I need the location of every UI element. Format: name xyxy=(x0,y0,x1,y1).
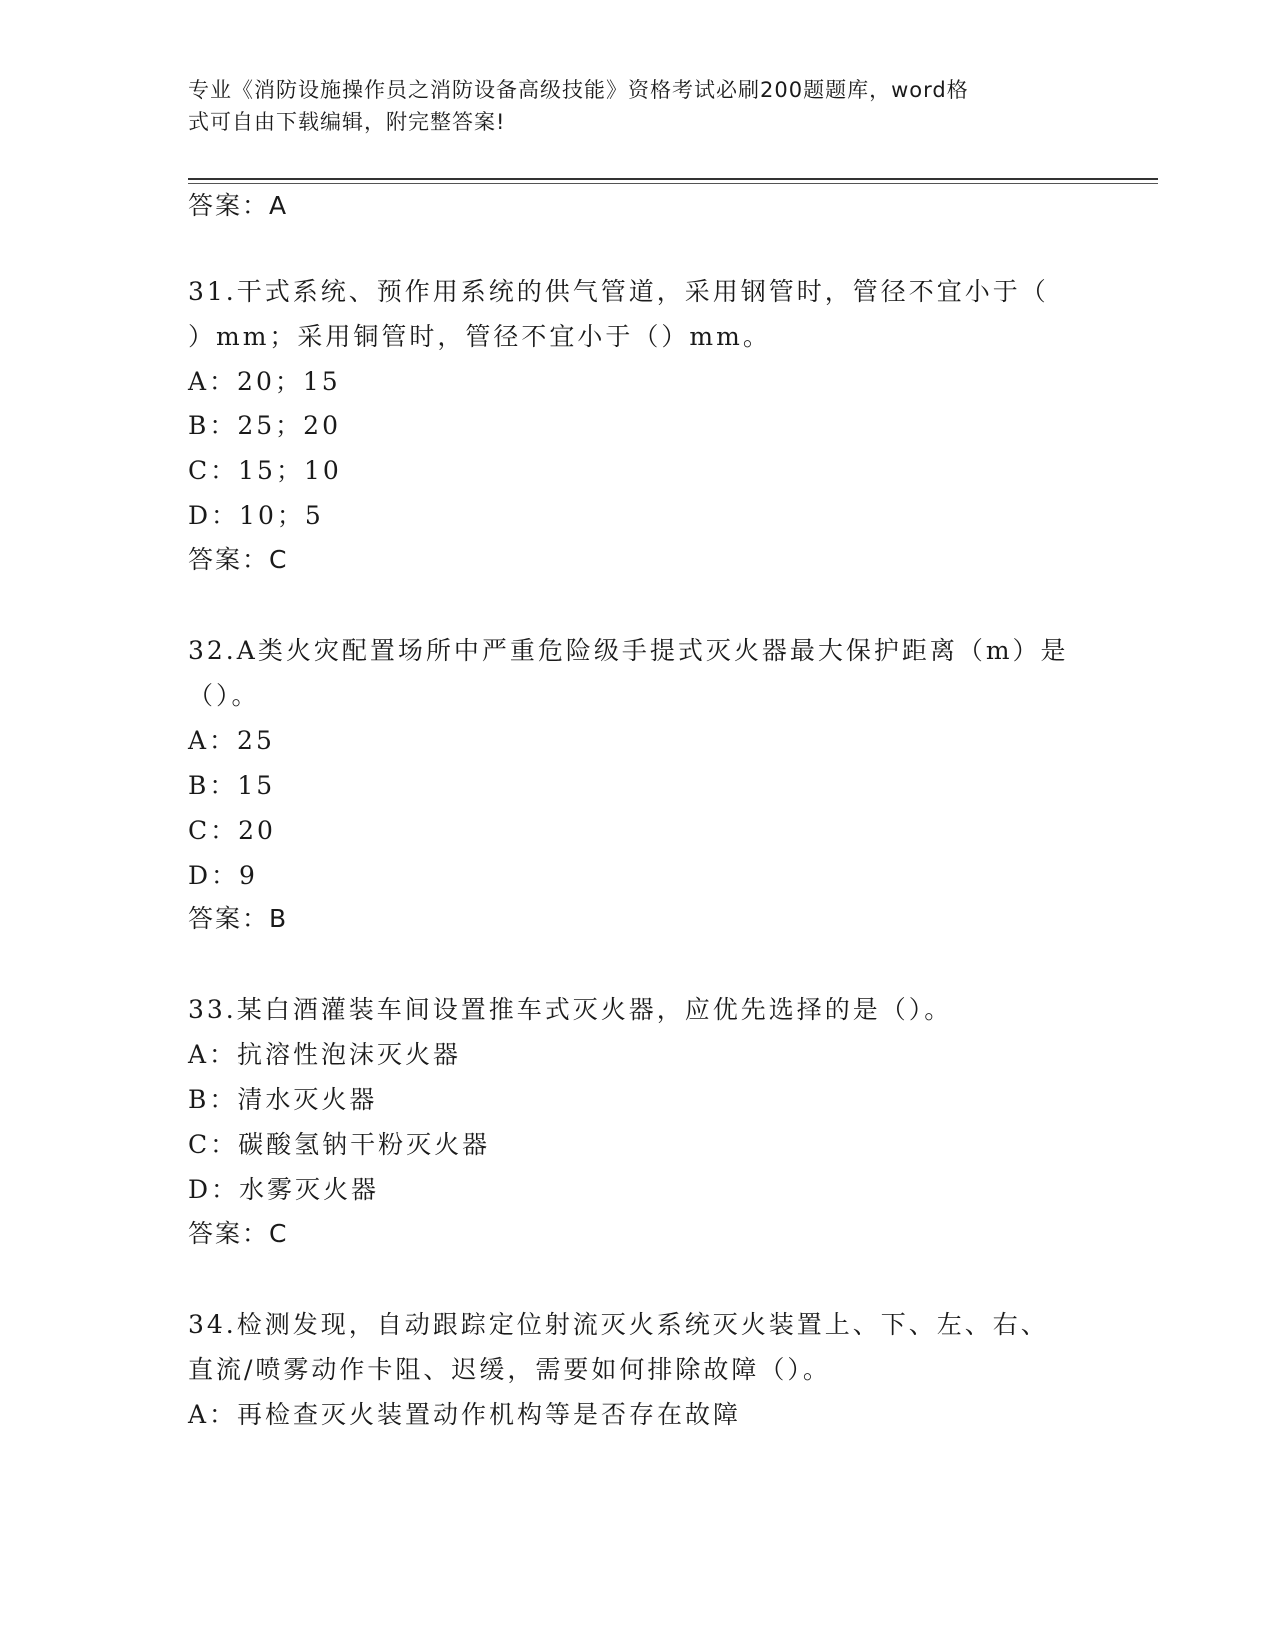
question-32-stem-line-1: 32.A类火灾配置场所中严重危险级手提式灭火器最大保护距离（m）是 xyxy=(188,636,1069,665)
question-33-option-a: A：抗溶性泡沫灭火器 xyxy=(188,1040,462,1069)
question-33-option-b: B：清水灭火器 xyxy=(188,1085,378,1114)
question-31-option-b: B：25；20 xyxy=(188,411,341,440)
previous-answer: 答案：A xyxy=(188,191,289,220)
question-33-answer: 答案：C xyxy=(188,1219,289,1248)
question-32-option-d: D：9 xyxy=(188,861,258,890)
question-31-option-d: D：10；5 xyxy=(188,501,324,530)
question-31-option-a: A：20；15 xyxy=(188,367,341,396)
question-33-stem-line-1: 33.某白酒灌装车间设置推车式灭火器，应优先选择的是（）。 xyxy=(188,995,953,1024)
question-31-stem-line-1: 31.干式系统、预作用系统的供气管道，采用钢管时，管径不宜小于（ xyxy=(188,277,1049,306)
question-32-answer: 答案：B xyxy=(188,904,289,933)
question-32-stem-line-2: （）。 xyxy=(188,681,260,710)
question-34-stem-line-2: 直流/喷雾动作卡阻、迟缓，需要如何排除故障（）。 xyxy=(188,1355,831,1384)
question-33-option-d: D：水雾灭火器 xyxy=(188,1175,380,1204)
question-33-option-c: C：碳酸氢钠干粉灭火器 xyxy=(188,1130,491,1159)
header-divider-thick xyxy=(188,178,1158,180)
document-header xyxy=(188,74,1088,138)
question-32-option-b: B：15 xyxy=(188,771,276,800)
question-32-option-c: C：20 xyxy=(188,816,276,845)
question-31-option-c: C：15；10 xyxy=(188,456,342,485)
header-divider-thin xyxy=(188,183,1158,184)
question-34-option-a: A：再检查灭火装置动作机构等是否存在故障 xyxy=(188,1400,742,1429)
header-line-1: 专业《消防设施操作员之消防设备高级技能》资格考试必刷200题题库，word格 xyxy=(188,78,969,102)
header-line-2: 式可自由下载编辑，附完整答案! xyxy=(188,110,506,134)
question-31-stem-line-2: ）mm；采用铜管时，管径不宜小于（）mm。 xyxy=(188,322,771,351)
question-32-option-a: A：25 xyxy=(188,726,275,755)
question-31-answer: 答案：C xyxy=(188,545,289,574)
question-34-stem-line-1: 34.检测发现，自动跟踪定位射流灭火系统灭火装置上、下、左、右、 xyxy=(188,1310,1049,1339)
